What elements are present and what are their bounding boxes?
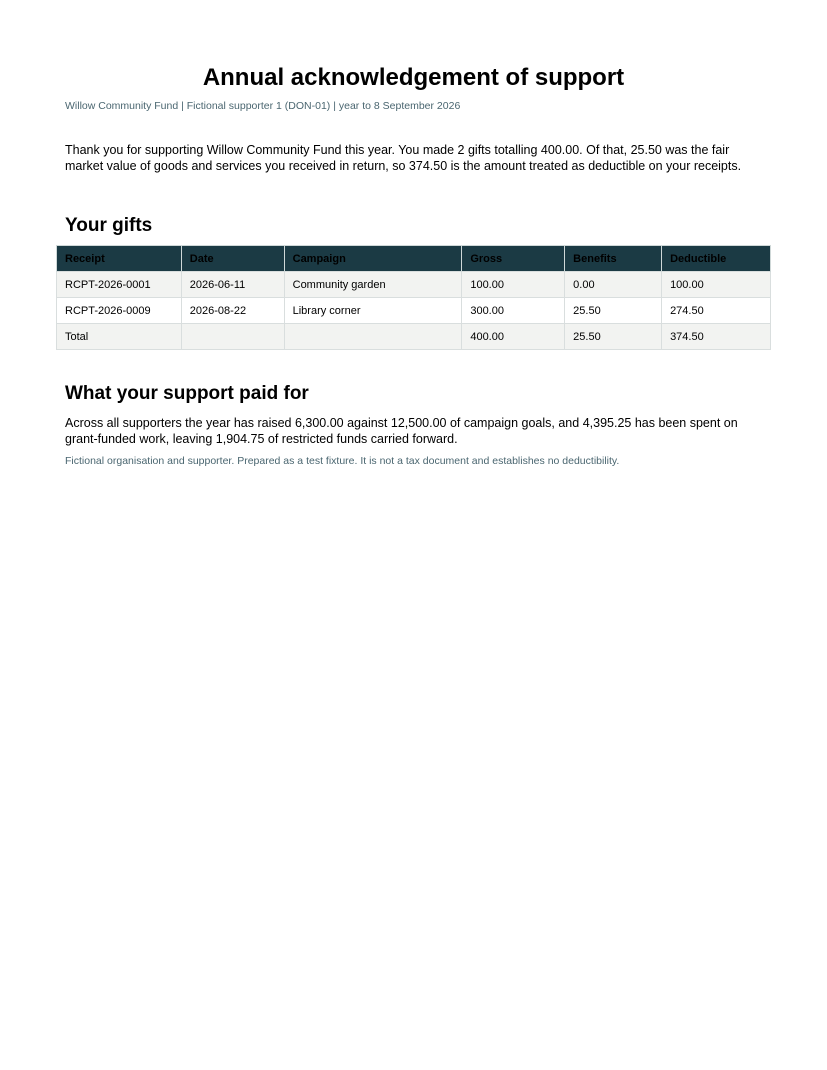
cell-total-gross: 400.00	[462, 324, 565, 350]
document-meta: Willow Community Fund | Fictional supporter 1 (DON-01) | year to 8 September 2026	[65, 100, 461, 112]
cell-total-benefits: 25.50	[565, 324, 662, 350]
cell-campaign: Community garden	[284, 272, 462, 298]
cell-benefits: 25.50	[565, 298, 662, 324]
cell-campaign: Library corner	[284, 298, 462, 324]
support-paragraph: Across all supporters the year has raised 6,300.00 against 12,500.00 of campaign goals, and 4,395.25 has been spent on grant-funded work, leaving 1,904.75 of restricted funds carried forward.	[65, 416, 738, 446]
table-row	[57, 298, 771, 324]
gifts-heading: Your gifts	[65, 215, 153, 236]
disclaimer-note: Fictional organisation and supporter. Prepared as a test fixture. It is not a tax document and establishes no deductibility.	[65, 455, 620, 467]
cell-deductible: 100.00	[662, 272, 771, 298]
page-title: Annual acknowledgement of support	[202, 64, 625, 91]
cell-date	[181, 324, 284, 350]
cell-total-label: Total	[57, 324, 182, 350]
cell-total-deductible: 374.50	[662, 324, 771, 350]
table-total-row	[57, 324, 771, 350]
column-header-receipt: Receipt	[57, 246, 182, 272]
cell-campaign	[284, 324, 462, 350]
column-header-gross: Gross	[462, 246, 565, 272]
intro-paragraph: Thank you for supporting Willow Community Fund this year. You made 2 gifts totalling 400.00. Of that, 25.50 was the fair market value of goods and services you received in return, so 374.50 is the amount treated as deductible on your receipts.	[65, 143, 742, 173]
cell-gross: 100.00	[462, 272, 565, 298]
cell-receipt: RCPT-2026-0001	[57, 272, 182, 298]
cell-benefits: 0.00	[565, 272, 662, 298]
table-row	[57, 272, 771, 298]
gifts-table-header-row	[57, 246, 771, 272]
cell-gross: 300.00	[462, 298, 565, 324]
column-header-benefits: Benefits	[565, 246, 662, 272]
cell-date: 2026-08-22	[181, 298, 284, 324]
column-header-deductible: Deductible	[662, 246, 771, 272]
column-header-date: Date	[181, 246, 284, 272]
cell-deductible: 274.50	[662, 298, 771, 324]
column-header-campaign: Campaign	[284, 246, 462, 272]
gifts-table	[56, 245, 771, 350]
support-heading: What your support paid for	[65, 383, 309, 404]
cell-date: 2026-06-11	[181, 272, 284, 298]
cell-receipt: RCPT-2026-0009	[57, 298, 182, 324]
